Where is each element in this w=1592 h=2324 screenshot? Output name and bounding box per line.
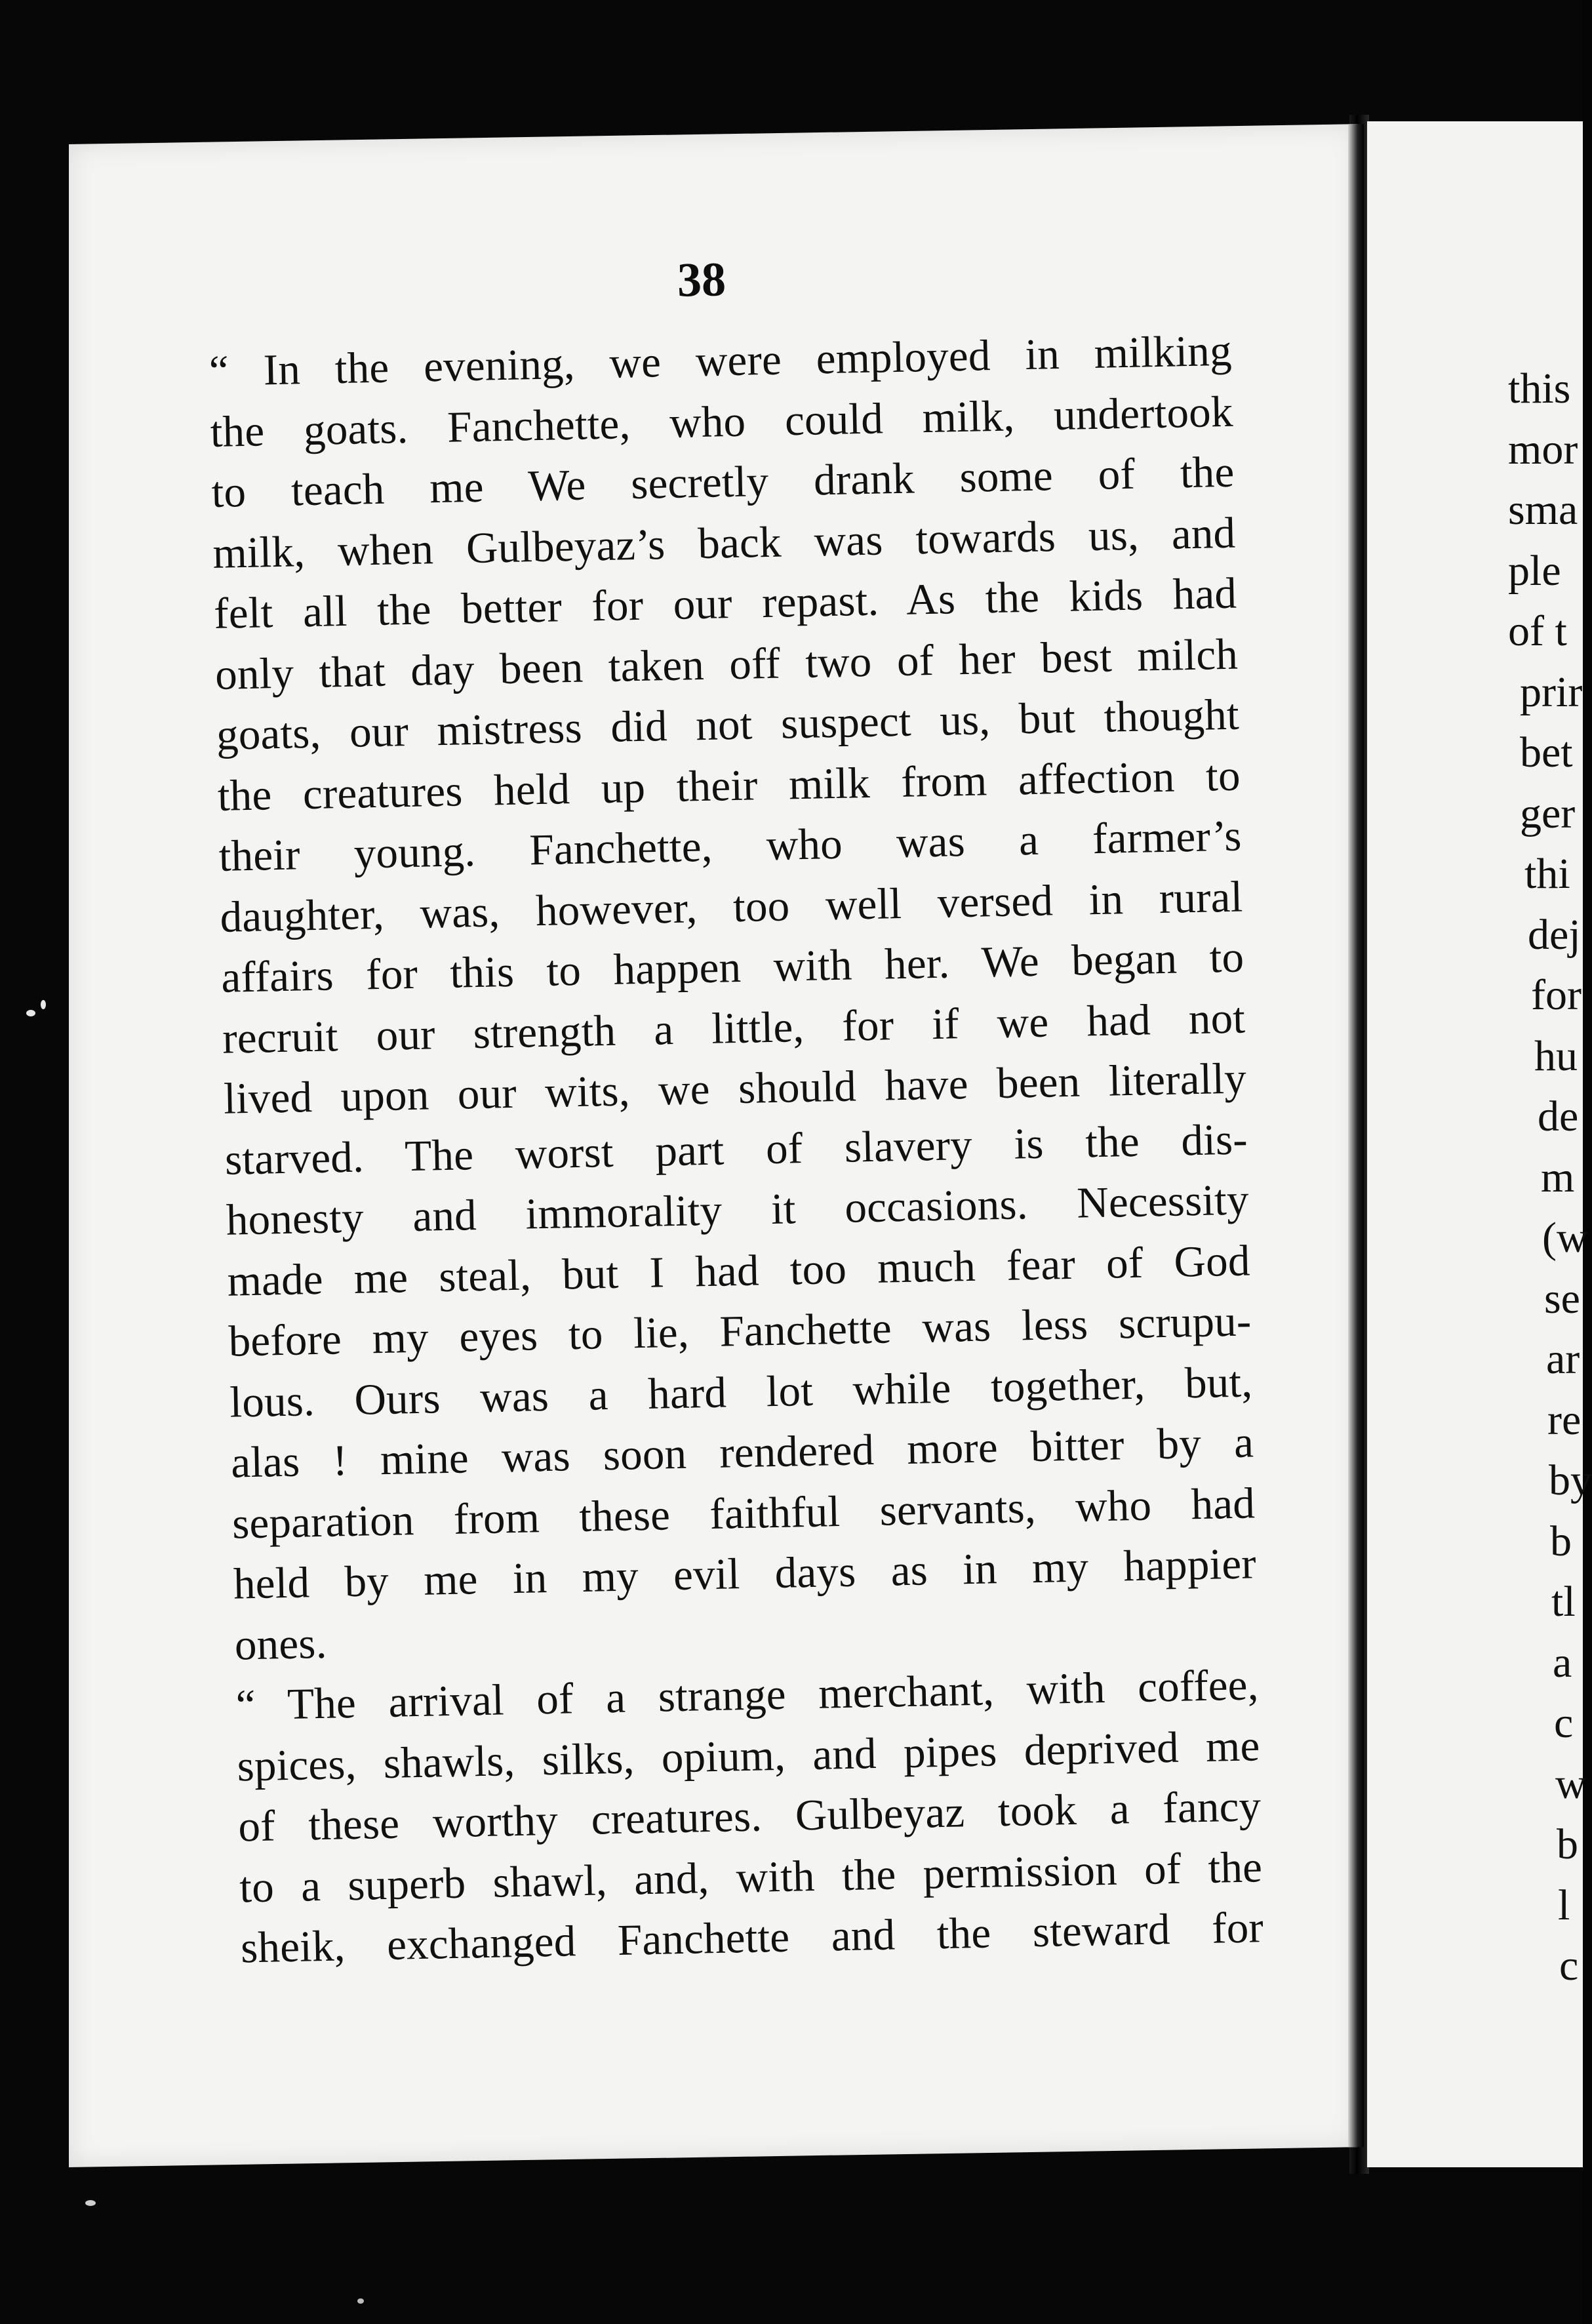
scan-speck <box>41 1000 46 1009</box>
facing-page-fragment: c <box>1559 1942 1579 1990</box>
facing-page-fragment: prir <box>1520 668 1583 716</box>
text-line: lous. Ours was a hard lot while together, but, <box>229 1357 1253 1427</box>
text-line: the creatures held up their milk from affection to <box>217 751 1241 820</box>
facing-page-fragment: hu <box>1534 1032 1578 1080</box>
text-line: before my eyes to lie, Fanchette was less scrupu- <box>228 1296 1252 1366</box>
text-line: spices, shawls, silks, opium, and pipes deprived me <box>236 1721 1261 1791</box>
text-line: only that day been taken off two of her best milch <box>214 630 1239 699</box>
text-line: to a superb shawl, and, with the permission of the <box>239 1842 1263 1912</box>
scan-speck <box>85 2200 96 2206</box>
facing-page-fragment: for <box>1531 971 1582 1019</box>
facing-page-fragment: l <box>1558 1881 1570 1929</box>
facing-page-fragment: tl <box>1551 1578 1576 1626</box>
text-line: their young. Fanchette, who was a farmer’s <box>218 811 1243 881</box>
text-line: milk, when Gulbeyaz’s back was towards us, and <box>212 508 1236 578</box>
text-line: sheik, exchanged Fanchette and the steward for <box>240 1903 1264 1973</box>
text-line: lived upon our wits, we should have been literally <box>223 1054 1247 1123</box>
text-line: alas ! mine was soon rendered more bitter by a <box>230 1418 1254 1487</box>
facing-page-fragment: b <box>1557 1820 1578 1868</box>
facing-page-fragment: se <box>1544 1275 1580 1323</box>
text-line: goats, our mistress did not suspect us, but thought <box>216 690 1240 759</box>
facing-page-fragment: mor <box>1508 426 1578 473</box>
facing-page-fragment: ger <box>1520 790 1576 837</box>
facing-page-fragment: b <box>1550 1517 1572 1565</box>
facing-page-fragment: (w <box>1542 1214 1588 1262</box>
text-line: honesty and immorality it occasions. Necessity <box>226 1175 1250 1245</box>
text-line: affairs for this to happen with her. We began to <box>220 932 1244 1002</box>
facing-page-fragment: thi <box>1524 850 1570 898</box>
page-number: 38 <box>677 252 726 308</box>
text-line: made me steal, but I had too much fear of God <box>227 1235 1251 1306</box>
facing-page-fragment: dej <box>1528 911 1581 959</box>
facing-page-fragment: sma <box>1508 486 1578 534</box>
text-line: of these worthy creatures. Gulbeyaz took a fancy <box>237 1782 1262 1851</box>
text-line: daughter, was, however, too well versed in rural <box>219 872 1244 942</box>
text-line: “ The arrival of a strange merchant, with coffee, <box>235 1660 1260 1730</box>
scan-speck <box>26 1010 35 1016</box>
facing-page-fragment: of t <box>1508 607 1567 655</box>
text-line: ones. <box>234 1618 328 1670</box>
facing-page-fragment: w <box>1555 1760 1587 1808</box>
facing-page-fragment: by <box>1549 1456 1592 1504</box>
text-line: “ In the evening, we were employed in milking <box>209 326 1233 395</box>
facing-page-fragment: c <box>1554 1699 1574 1747</box>
text-line: starved. The worst part of slavery is the dis- <box>224 1114 1248 1184</box>
facing-page-fragment: re <box>1547 1396 1582 1444</box>
facing-page-fragment: bet <box>1520 729 1573 776</box>
text-line: recruit our strength a little, for if we had not <box>222 993 1246 1063</box>
body-text <box>209 321 1264 1978</box>
text-line: held by me in my evil days as in my happier <box>233 1539 1257 1609</box>
scan-speck <box>357 2298 364 2304</box>
text-line: separation from these faithful servants, who had <box>231 1478 1256 1548</box>
facing-page-fragment: ar <box>1546 1335 1580 1383</box>
text-line: the goats. Fanchette, who could milk, undertook <box>210 387 1234 456</box>
facing-page-fragment: m <box>1541 1153 1575 1201</box>
facing-page-fragment: de <box>1538 1092 1579 1140</box>
facing-page-fragment: this <box>1508 365 1571 412</box>
facing-page-fragment: ple <box>1508 547 1561 595</box>
text-line: to teach me We secretly drank some of the <box>210 447 1235 517</box>
facing-page-fragment: a <box>1553 1639 1572 1687</box>
text-line: felt all the better for our repast. As the kids had <box>213 569 1237 638</box>
